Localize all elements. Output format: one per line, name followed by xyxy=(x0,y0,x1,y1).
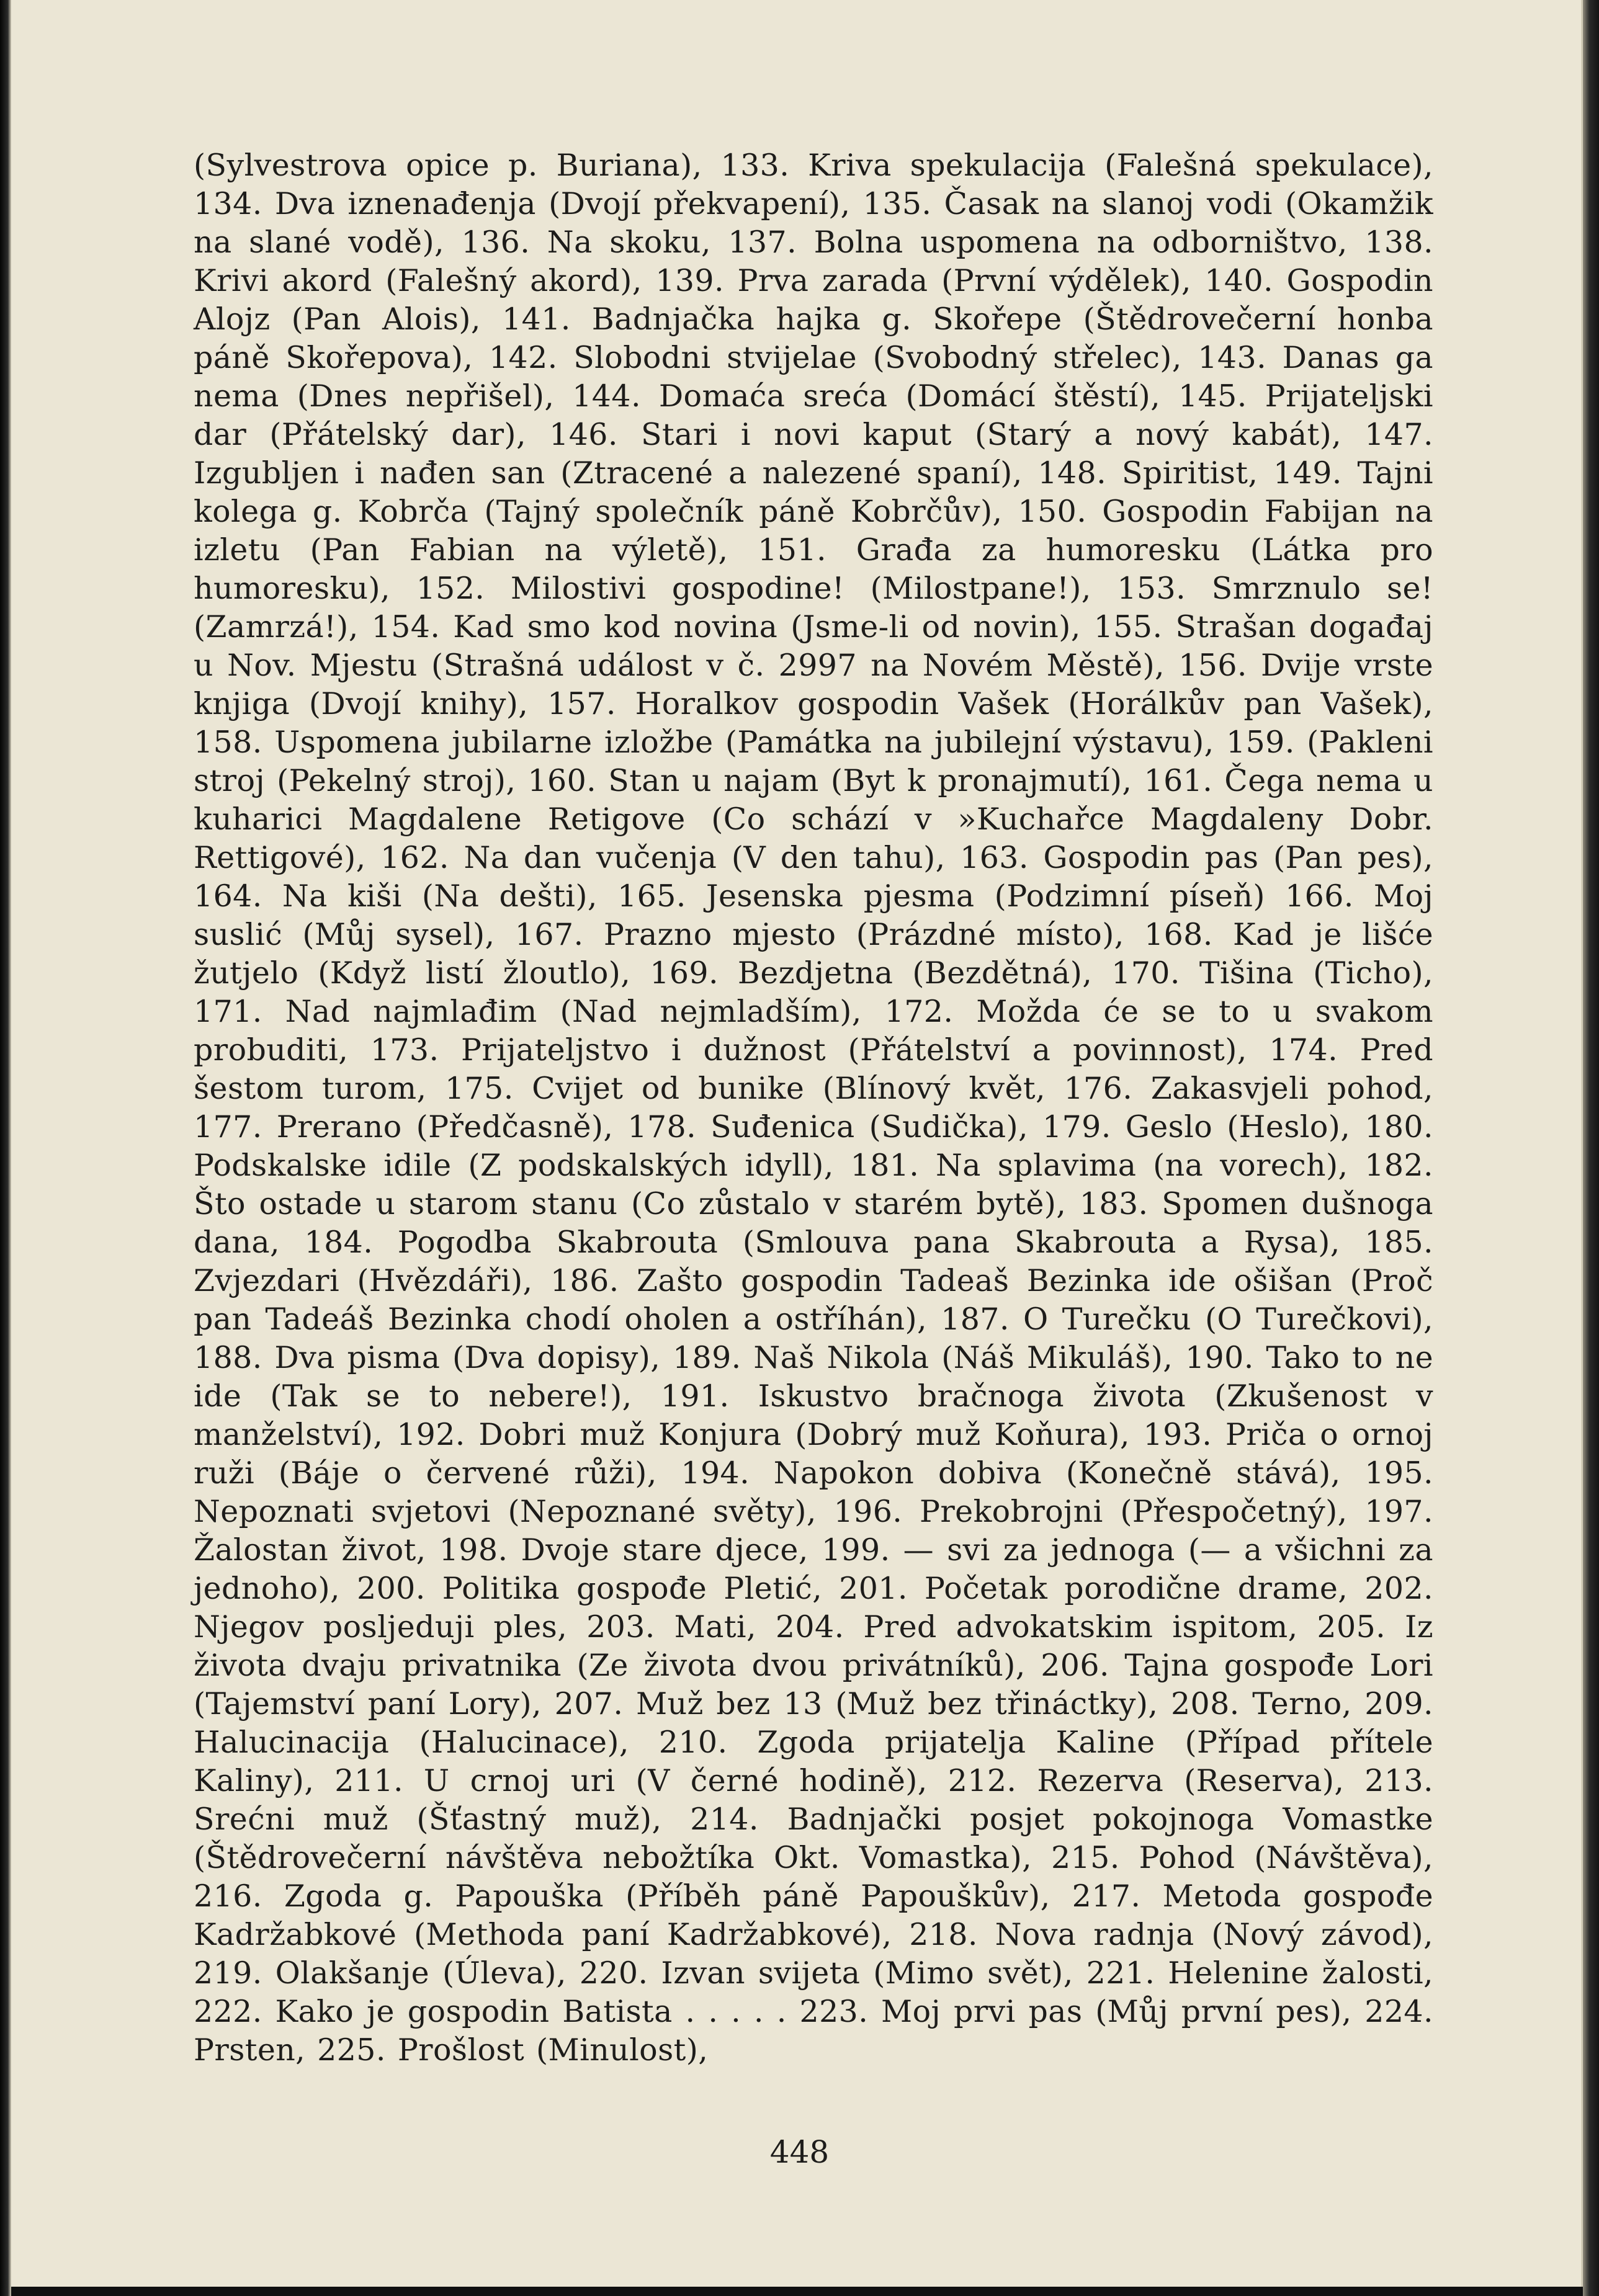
body-text: (Sylvestrova opice p. Buriana), 133. Kriva spekulacija (Falešná spekulace), 134. Dva iznenađenja (Dvojí překvapení), 135. Časak na slanoj vodi (Okamžik na slané vodě), 136. Na skoku, 137. Bolna uspomena na odborništvo, 138. Krivi akord (Falešný akord), 139. Prva zarada (První výdělek), 140. Gospodin Alojz (Pan Alois), 141. Badnjačka hajka g. Skořepe (Štědrovečerní honba páně Skořepova), 142. Slobodni stvijelae (Svobodný střelec), 143. Danas ga nema (Dnes nepřišel), 144. Domaća sreća (Domácí štěstí), 145. Prijateljski dar (Přátelský dar), 146. Stari i novi kaput (Starý a nový kabát), 147. Izgubljen i nađen san (Ztracené a nalezené spaní), 148. Spiritist, 149. Tajni kolega g. Kobrča (Tajný společník páně Kobrčův), 150. Gospodin Fabijan na izletu (Pan Fabian na výletě), 151. Građa za humoresku (Látka pro humoresku), 152. Milostivi gospodine! (Milostpane!), 153. Smrznulo se! (Zamrzá!), 154. Kad smo kod novina (Jsme-li od novin), 155. Strašan događaj u Nov. Mjestu (Strašná událost v č. 2997 na Novém Městě), 156. Dvije vrste knjiga (Dvojí knihy), 157. Horalkov gospodin Vašek (Horálkův pan Vašek), 158. Uspomena jubilarne izložbe (Památka na jubilejní výstavu), 159. (Pakleni stroj (Pekelný stroj), 160. Stan u najam (Byt k pronajmutí), 161. Čega nema u kuharici Magdalene Retigove (Co schází v »Kuchařce Magdaleny Dobr. Rettigové), 162. Na dan vučenja (V den tahu), 163. Gospodin pas (Pan pes), 164. Na kiši (Na dešti), 165. Jesenska pjesma (Podzimní píseň) 166. Moj suslić (Můj sysel), 167. Prazno mjesto (Prázdné místo), 168. Kad je lišće žutjelo (Když listí žloutlo), 169. Bezdjetna (Bezdětná), 170. Tišina (Ticho), 171. Nad najmlađim (Nad nejmladším), 172. Možda će se to u svakom probuditi, 173. Prijateljstvo i dužnost (Přátelství a povinnost), 174. Pred šestom turom, 175. Cvijet od bunike (Blínový květ, 176. Zakasvjeli pohod, 177. Prerano (Předčasně), 178. Suđenica (Sudička), 179. Geslo (Heslo), 180. Podskalske idile (Z podskalských idyll), 181. Na splavima (na vorech), 182. Što ostade u starom stanu (Co zůstalo v starém bytě), 183. Spomen dušnoga dana, 184. Pogodba Skabrouta (Smlouva pana Skabrouta a Rysa), 185. Zvjezdari (Hvězdáři), 186. Zašto gospodin Tadeaš Bezinka ide ošišan (Proč pan Tadeáš Bezinka chodí oholen a ostříhán), 187. O Turečku (O Turečkovi), 188. Dva pisma (Dva dopisy), 189. Naš Nikola (Náš Mikuláš), 190. Tako to ne ide (Tak se to nebere!), 191. Iskustvo bračnoga života (Zkušenost v manželství), 192. Dobri muž Konjura (Dobrý muž Koňura), 193. Priča o ornoj ruži (Báje o červené růži), 194. Napokon dobiva (Konečně stává), 195. Nepoznati svjetovi (Nepoznané světy), 196. Prekobrojni (Přespočetný), 197. Žalostan život, 198. Dvoje stare djece, 199. — svi za jednoga (— a všichni za jednoho), 200. Politika gospođe Pletić, 201. Početak porodične drame, 202. Njegov posljeduji ples, 203. Mati, 204. Pred advokatskim ispitom, 205. Iz života dvaju privatnika (Ze života dvou privátníků), 206. Tajna gospođe Lori (Tajemství paní Lory), 207. Muž bez 13 (Muž bez třináctky), 208. Terno, 209. Halucinacija (Halucinace), 210. Zgoda prijatelja Kaline (Případ přítele Kaliny), 211. U crnoj uri (V černé hodině), 212. Rezerva (Reserva), 213. Srećni muž (Šťastný muž), 214. Badnjački posjet pokojnoga Vomastke (Štědrovečerní návštěva nebožtíka Okt. Vomastka), 215. Pohod (Návštěva), 216. Zgoda g. Papouška (Příběh páně Papouškův), 217. Metoda gospođe Kadržabkové (Methoda paní Kadržabkové), 218. Nova radnja (Nový závod), 219. Olakšanje (Úleva), 220. Izvan svijeta (Mimo svět), 221. Helenine žalosti, 222. Kako je gospodin Batista . . . . . 223. Moj prvi pas (Můj první pes), 224. Prsten, 225. Prošlost (Minulost), xyxy=(194,148,1433,2068)
page-number: 448 xyxy=(769,2134,830,2170)
page-left-edge-shadow xyxy=(0,0,11,2296)
page-right-edge-shadow xyxy=(1583,0,1599,2296)
